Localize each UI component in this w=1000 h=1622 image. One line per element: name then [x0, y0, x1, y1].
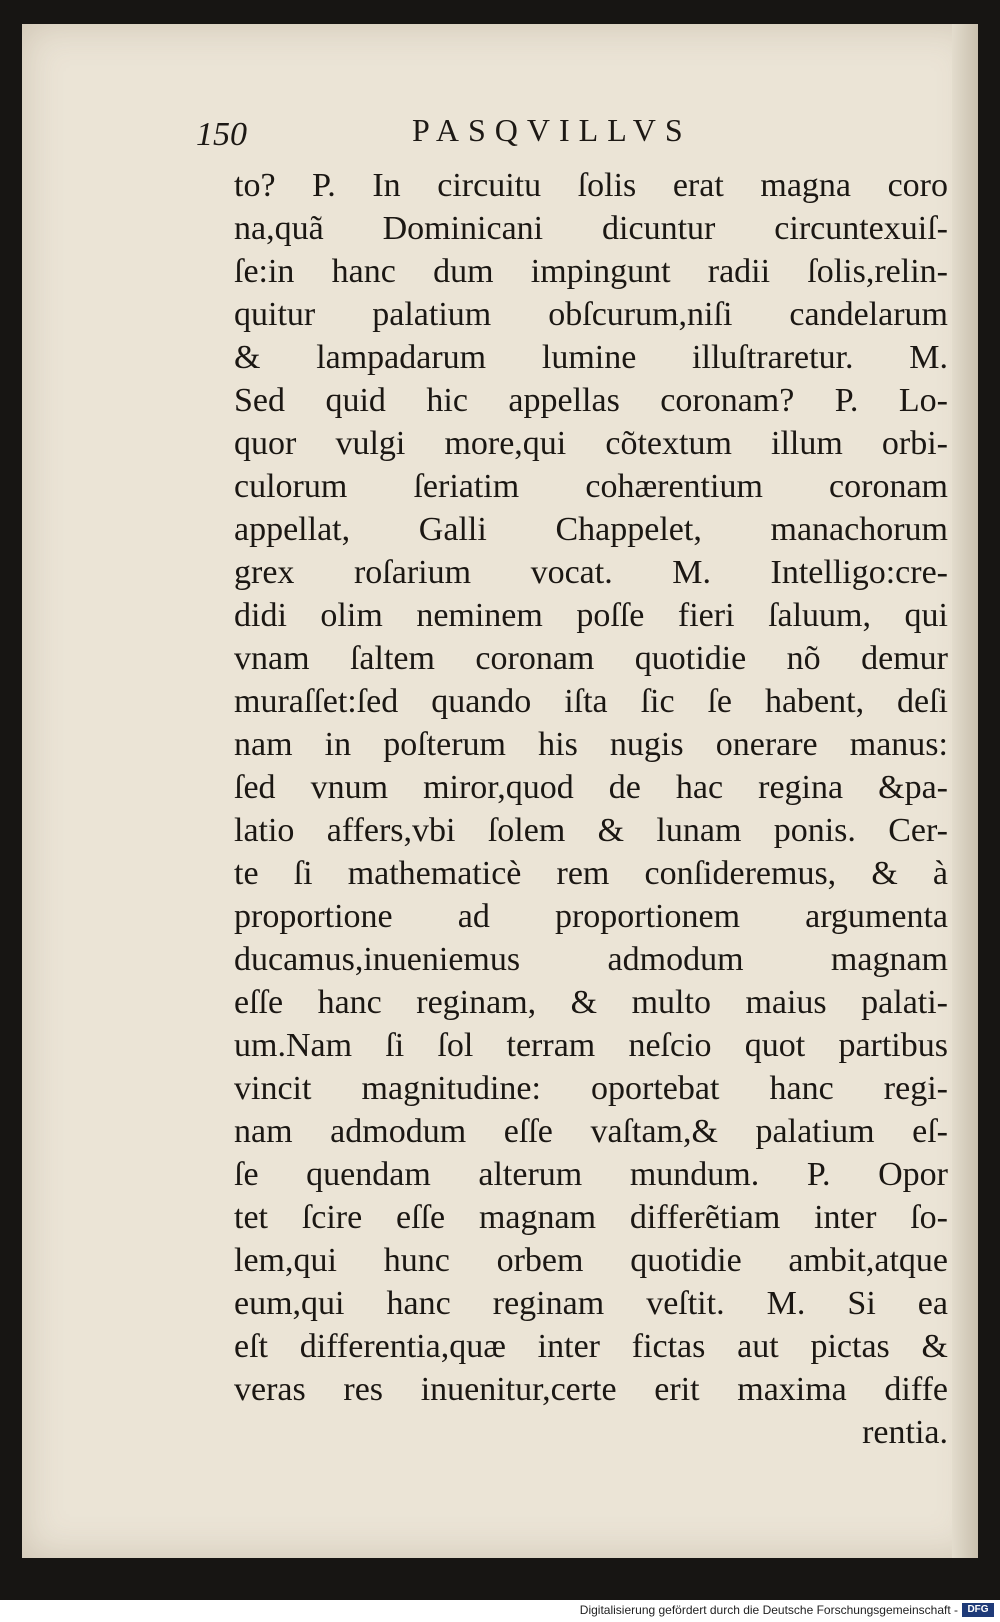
text-line: ſe quendam alterum mundum. P. Opor — [234, 1156, 948, 1193]
page-edge — [952, 24, 978, 1558]
body-text — [234, 164, 948, 1454]
book-page — [22, 24, 978, 1558]
text-line: lem,qui hunc orbem quotidie ambit,atque — [234, 1242, 948, 1279]
text-line: nam admodum eſſe vaſtam,& palatium eſ- — [234, 1113, 948, 1150]
text-line: vnam ſaltem coronam quotidie nõ demur — [234, 640, 948, 677]
text-line: eſt differentia,quæ inter fictas aut pictas & — [234, 1328, 948, 1365]
text-line: quitur palatium obſcurum,niſi candelarum — [234, 296, 948, 333]
footer-bar — [0, 1600, 1000, 1622]
text-line: te ſi mathematicè rem conſideremus, & à — [234, 855, 948, 892]
text-line: to? P. In circuitu ſolis erat magna coro — [234, 167, 948, 204]
text-line: ſe:in hanc dum impingunt radii ſolis,relin- — [234, 253, 948, 290]
text-line: proportione ad proportionem argumenta — [234, 898, 948, 935]
funding-credit: Digitalisierung gefördert durch die Deutsche Forschungsgemeinschaft - — [579, 1603, 958, 1617]
text-line: culorum ſeriatim cohærentium coronam — [234, 468, 948, 505]
folio-number: 150 — [196, 116, 247, 153]
text-line: eſſe hanc reginam, & multo maius palati- — [234, 984, 948, 1021]
text-line: appellat, Galli Chappelet, manachorum — [234, 511, 948, 548]
text-line: didi olim neminem poſſe fieri ſaluum, qui — [234, 597, 948, 634]
text-line: quor vulgi more,qui cõtextum illum orbi- — [234, 425, 948, 462]
text-line: nam in poſterum his nugis onerare manus: — [234, 726, 948, 763]
text-line: vincit magnitudine: oportebat hanc regi- — [234, 1070, 948, 1107]
text-line: um.Nam ſi ſol terram neſcio quot partibus — [234, 1027, 948, 1064]
text-line: muraſſet:ſed quando iſta ſic ſe habent, deſi — [234, 683, 948, 720]
text-line: eum,qui hanc reginam veſtit. M. Si ea — [234, 1285, 948, 1322]
text-line: veras res inuenitur,certe erit maxima diffe — [234, 1371, 948, 1408]
page-header — [182, 108, 942, 158]
text-line: ſed vnum miror,quod de hac regina &pa- — [234, 769, 948, 806]
text-line: tet ſcire eſſe magnam differẽtiam inter ſo- — [234, 1199, 948, 1236]
text-line: Sed quid hic appellas coronam? P. Lo- — [234, 382, 948, 419]
text-line: latio affers,vbi ſolem & lunam ponis. Cer- — [234, 812, 948, 849]
text-line: & lampadarum lumine illuſtraretur. M. — [234, 339, 948, 376]
text-line-final: rentia. — [862, 1414, 948, 1451]
dfg-logo: DFG — [962, 1603, 994, 1617]
text-line: ducamus,inueniemus admodum magnam — [234, 941, 948, 978]
running-title: PASQVILLVS — [412, 112, 692, 148]
text-line: grex roſarium vocat. M. Intelligo:cre- — [234, 554, 948, 591]
text-line: na,quã Dominicani dicuntur circuntexuiſ- — [234, 210, 948, 247]
